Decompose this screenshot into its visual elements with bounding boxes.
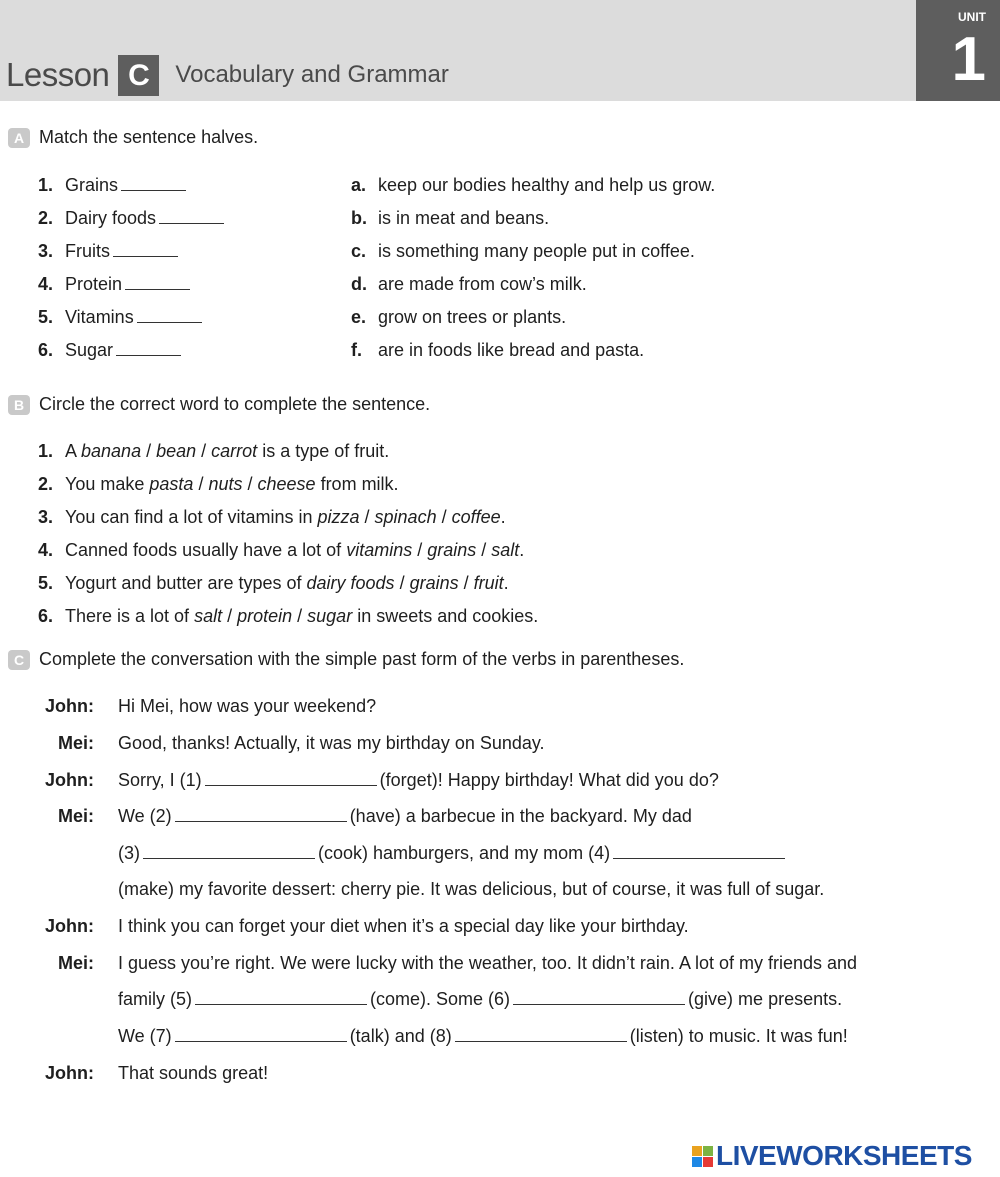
item-number: 2. — [38, 474, 54, 494]
item-number: 1. — [38, 441, 54, 461]
match-left-item — [38, 208, 227, 229]
item-text: . — [519, 540, 525, 560]
line-text: (forget)! Happy birthday! What did you do? — [379, 770, 719, 790]
answer-blank[interactable] — [121, 176, 186, 191]
lesson-subtitle: Vocabulary and Grammar — [175, 61, 449, 88]
item-text: Canned foods usually have a lot of — [65, 540, 347, 560]
match-right-item — [351, 241, 695, 262]
lesson-letter-badge: C — [118, 55, 159, 96]
circle-item — [38, 474, 399, 495]
speaker-mei: Mei: — [58, 806, 94, 826]
item-text: A — [65, 441, 82, 461]
item-text: is a type of fruit. — [257, 441, 390, 461]
line-text: family (5) — [118, 989, 193, 1009]
line-text: I guess you’re right. We were lucky with the weather, too. It didn’t rain. A lot of my friends and — [118, 953, 858, 973]
unit-badge — [916, 0, 1000, 101]
speaker-mei: Mei: — [58, 733, 94, 753]
line-text: (come). Some (6) — [370, 989, 511, 1009]
section-b-heading — [8, 394, 430, 415]
word-option[interactable]: sugar — [307, 606, 353, 626]
item-number: 3. — [38, 241, 54, 261]
word-option[interactable]: cheese — [257, 474, 316, 494]
item-text: Fruits — [65, 241, 110, 261]
line-text: (3) — [118, 843, 140, 863]
line-text: (talk) and (8) — [349, 1026, 452, 1046]
word-option[interactable]: carrot — [211, 441, 258, 461]
line-text: We (7) — [118, 1026, 172, 1046]
circle-item — [38, 540, 524, 561]
line-text: (have) a barbecue in the backyard. My dad — [349, 806, 692, 826]
item-number: 6. — [38, 340, 54, 360]
match-right-item — [351, 274, 587, 295]
match-right-item — [351, 340, 644, 361]
logo-square — [692, 1157, 702, 1167]
item-number: 1. — [38, 175, 54, 195]
word-option[interactable]: salt — [491, 540, 520, 560]
match-left-item — [38, 175, 189, 196]
match-left-item — [38, 307, 205, 328]
line-text: Hi Mei, how was your weekend? — [118, 696, 377, 716]
item-number: 6. — [38, 606, 54, 626]
item-text: Yogurt and butter are types of — [65, 573, 307, 593]
item-text: You can find a lot of vitamins in — [65, 507, 318, 527]
dialogue-line — [118, 916, 689, 937]
lesson-title — [6, 50, 449, 100]
dialogue-line — [118, 1063, 268, 1084]
dialogue-line — [118, 770, 719, 791]
verb-blank[interactable] — [175, 1027, 347, 1042]
item-text: Sugar — [65, 340, 114, 360]
match-right-item — [351, 307, 566, 328]
item-number: 3. — [38, 507, 54, 527]
item-letter: f. — [351, 340, 362, 360]
separator: / — [193, 474, 209, 494]
answer-blank[interactable] — [113, 242, 178, 257]
line-text: Good, thanks! Actually, it was my birthday on Sunday. — [118, 733, 545, 753]
section-b-instruction: Circle the correct word to complete the sentence. — [39, 394, 431, 414]
word-option[interactable]: grains — [427, 540, 477, 560]
line-text: We (2) — [118, 806, 172, 826]
match-right-item — [351, 175, 715, 196]
item-letter: a. — [351, 175, 367, 195]
unit-number: 1 — [951, 25, 986, 94]
dialogue-line — [118, 733, 545, 754]
word-option[interactable]: pasta — [149, 474, 194, 494]
section-c-instruction: Complete the conversation with the simple past form of the verbs in parentheses. — [39, 649, 685, 669]
item-text: keep our bodies healthy and help us grow. — [378, 175, 716, 195]
item-number: 4. — [38, 540, 54, 560]
item-text: is in meat and beans. — [378, 208, 550, 228]
word-option[interactable]: grains — [409, 573, 459, 593]
match-left-item — [38, 274, 193, 295]
word-option[interactable]: banana — [81, 441, 142, 461]
section-a-instruction: Match the sentence halves. — [39, 127, 259, 147]
word-option[interactable]: dairy foods — [306, 573, 395, 593]
item-number: 5. — [38, 307, 54, 327]
verb-blank[interactable] — [613, 844, 785, 859]
word-option[interactable]: protein — [237, 606, 293, 626]
logo-grid-icon — [692, 1146, 713, 1167]
item-letter: d. — [351, 274, 367, 294]
item-text: . — [503, 573, 509, 593]
dialogue-line — [118, 953, 857, 974]
item-text: from milk. — [315, 474, 399, 494]
unit-label: UNIT — [958, 10, 986, 24]
item-text: Protein — [65, 274, 123, 294]
item-number: 5. — [38, 573, 54, 593]
match-right-item — [351, 208, 549, 229]
item-text: You make — [65, 474, 150, 494]
speaker-john: John: — [45, 1063, 94, 1083]
verb-blank[interactable] — [143, 844, 315, 859]
word-option[interactable]: salt — [194, 606, 223, 626]
separator: / — [359, 507, 375, 527]
liveworksheets-logo — [692, 1140, 972, 1172]
match-left-item — [38, 340, 184, 361]
item-number: 4. — [38, 274, 54, 294]
circle-item — [38, 507, 506, 528]
line-text: (give) me presents. — [688, 989, 843, 1009]
item-text: grow on trees or plants. — [378, 307, 567, 327]
separator: / — [436, 507, 452, 527]
speaker-john: John: — [45, 770, 94, 790]
logo-square — [703, 1146, 713, 1156]
separator: / — [242, 474, 258, 494]
item-text: . — [500, 507, 506, 527]
verb-blank[interactable] — [205, 771, 377, 786]
word-option[interactable]: fruit — [473, 573, 504, 593]
word-option[interactable]: vitamins — [346, 540, 413, 560]
answer-blank[interactable] — [125, 275, 190, 290]
line-text: (listen) to music. It was fun! — [629, 1026, 848, 1046]
circle-item — [38, 573, 509, 594]
circle-item — [38, 441, 389, 462]
item-text: are made from cow’s milk. — [378, 274, 587, 294]
word-option[interactable]: nuts — [208, 474, 243, 494]
section-a-letter: A — [8, 128, 30, 148]
separator: / — [412, 540, 428, 560]
separator: / — [394, 573, 410, 593]
circle-item — [38, 606, 538, 627]
separator: / — [222, 606, 238, 626]
word-option[interactable]: pizza — [317, 507, 360, 527]
section-a-heading — [8, 127, 258, 148]
answer-blank[interactable] — [137, 308, 202, 323]
item-text: Dairy foods — [65, 208, 157, 228]
line-text: Sorry, I (1) — [118, 770, 202, 790]
speaker-john: John: — [45, 696, 94, 716]
item-text: in sweets and cookies. — [352, 606, 539, 626]
dialogue-line — [118, 1026, 848, 1047]
item-text: is something many people put in coffee. — [378, 241, 695, 261]
dialogue-line — [118, 879, 824, 900]
dialogue-line — [118, 843, 788, 864]
section-c-heading — [8, 649, 684, 670]
verb-blank[interactable] — [195, 990, 367, 1005]
answer-blank[interactable] — [159, 209, 224, 224]
word-option[interactable]: spinach — [374, 507, 437, 527]
speaker-john: John: — [45, 916, 94, 936]
dialogue-line — [118, 989, 842, 1010]
lesson-word: Lesson — [6, 56, 110, 93]
item-text: There is a lot of — [65, 606, 195, 626]
match-left-item — [38, 241, 181, 262]
line-text: That sounds great! — [118, 1063, 269, 1083]
item-text: Grains — [65, 175, 119, 195]
word-option[interactable]: bean — [156, 441, 197, 461]
separator: / — [458, 573, 474, 593]
separator: / — [196, 441, 212, 461]
dialogue-line — [118, 696, 376, 717]
line-text: (cook) hamburgers, and my mom (4) — [318, 843, 611, 863]
line-text: I think you can forget your diet when it’s a special day like your birthday. — [118, 916, 689, 936]
speaker-mei: Mei: — [58, 953, 94, 973]
item-text: are in foods like bread and pasta. — [378, 340, 645, 360]
item-letter: e. — [351, 307, 367, 327]
verb-blank[interactable] — [175, 807, 347, 822]
verb-blank[interactable] — [513, 990, 685, 1005]
item-text: Vitamins — [65, 307, 134, 327]
separator: / — [476, 540, 492, 560]
separator: / — [141, 441, 157, 461]
dialogue-line — [118, 806, 692, 827]
logo-text: LIVEWORKSHEETS — [716, 1140, 972, 1171]
answer-blank[interactable] — [116, 341, 181, 356]
item-number: 2. — [38, 208, 54, 228]
item-letter: b. — [351, 208, 367, 228]
section-b-letter: B — [8, 395, 30, 415]
separator: / — [292, 606, 308, 626]
logo-square — [703, 1157, 713, 1167]
logo-square — [692, 1146, 702, 1156]
item-letter: c. — [351, 241, 367, 261]
line-text: (make) my favorite dessert: cherry pie. It was delicious, but of course, it was full of sugar. — [118, 879, 825, 899]
word-option[interactable]: coffee — [451, 507, 501, 527]
section-c-letter: C — [8, 650, 30, 670]
verb-blank[interactable] — [455, 1027, 627, 1042]
